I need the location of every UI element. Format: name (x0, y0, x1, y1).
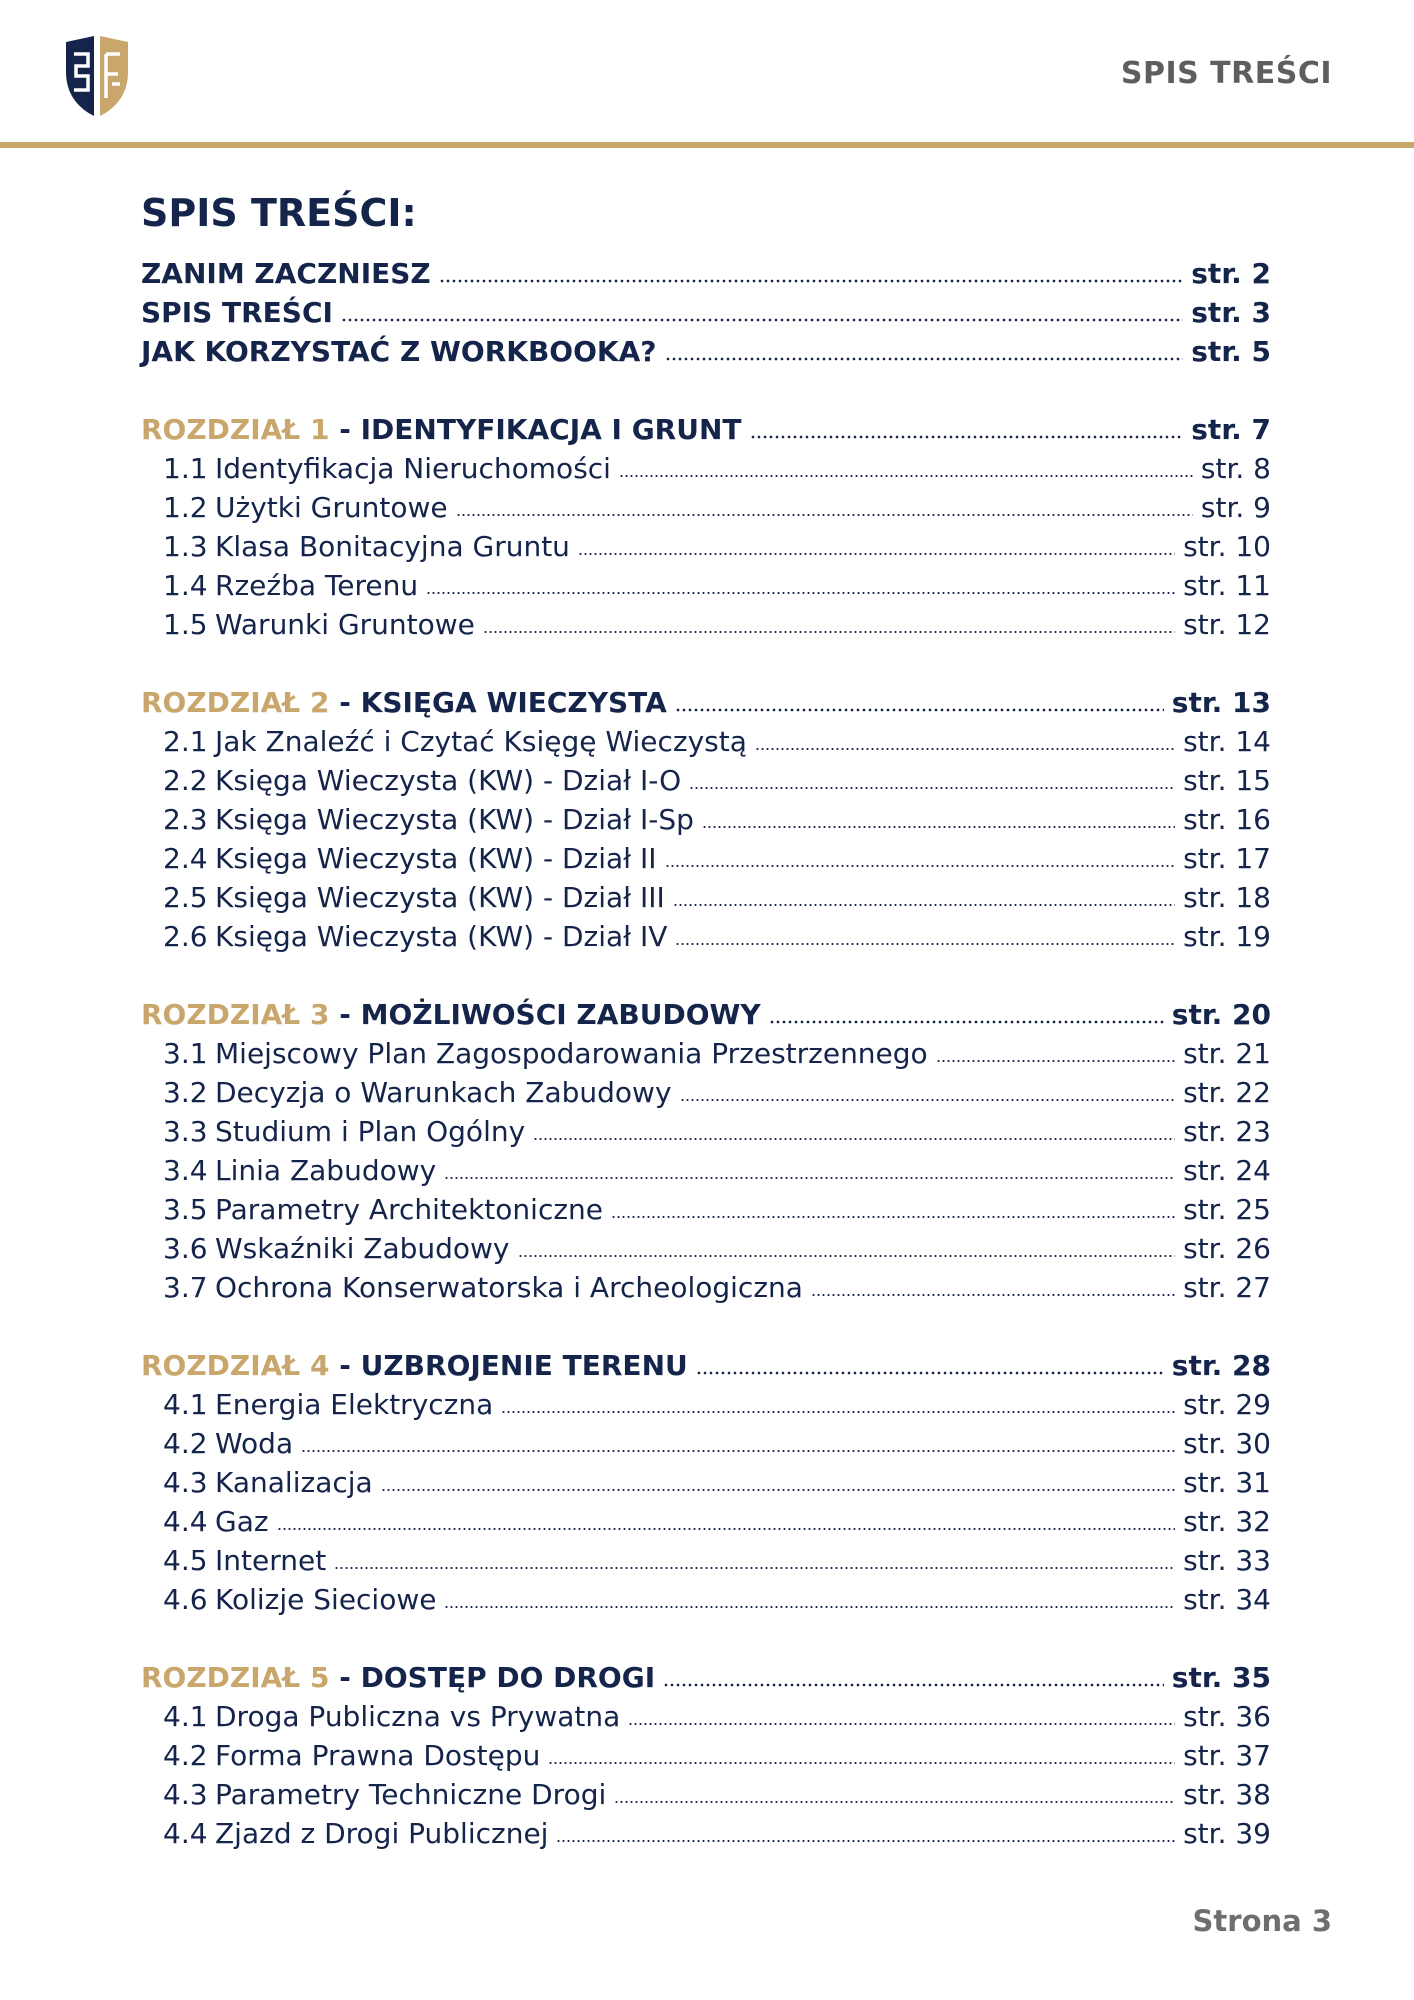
chapter-title: - IDENTYFIKACJA I GRUNT (329, 413, 742, 446)
subsection-number: 2.2 (163, 764, 208, 797)
subsection-heading (163, 1775, 606, 1814)
section-spacer (141, 371, 1271, 410)
subsection-label: Księga Wieczysta (KW) - Dział II (215, 842, 657, 875)
subsection-label: Decyzja o Warunkach Zabudowy (215, 1076, 672, 1109)
subsection-label: Księga Wieczysta (KW) - Dział III (215, 881, 665, 914)
subsection-heading (163, 1814, 548, 1853)
subsection-label: Warunki Gruntowe (215, 608, 475, 641)
subsection-heading (163, 1463, 373, 1502)
subsection-number: 3.2 (163, 1076, 208, 1109)
chapter-number: ROZDZIAŁ 5 (141, 1661, 330, 1694)
subsection-entry[interactable] (141, 449, 1271, 488)
subsection-entry[interactable] (141, 761, 1271, 800)
chapter-heading (141, 1658, 655, 1697)
subsection-heading (163, 1580, 436, 1619)
subsection-heading (163, 839, 657, 878)
chapter-page: str. 35 (1171, 1661, 1271, 1694)
subsection-label: Użytki Gruntowe (215, 491, 448, 524)
subsection-heading (163, 917, 667, 956)
subsection-heading (163, 878, 665, 917)
subsection-label: Kolizje Sieciowe (215, 1583, 437, 1616)
subsection-number: 4.1 (163, 1700, 208, 1733)
subsection-entry[interactable] (141, 1190, 1271, 1229)
subsection-label: Ochrona Konserwatorska i Archeologiczna (215, 1271, 803, 1304)
dot-leader (444, 1605, 1175, 1609)
toc-entry-label: JAK KORZYSTAĆ Z WORKBOOKA? (141, 335, 657, 368)
dot-leader (619, 474, 1193, 478)
dot-leader (444, 1176, 1175, 1180)
subsection-page: str. 22 (1183, 1076, 1271, 1109)
subsection-heading (163, 1268, 803, 1307)
dot-leader (426, 591, 1175, 595)
subsection-heading (163, 1190, 603, 1229)
chapter-heading (141, 410, 742, 449)
subsection-entry[interactable] (141, 1229, 1271, 1268)
subsection-page: str. 15 (1183, 764, 1271, 797)
subsection-entry[interactable] (141, 1385, 1271, 1424)
subsection-page: str. 23 (1183, 1115, 1271, 1148)
shield-logo-icon (62, 32, 132, 120)
subsection-page: str. 11 (1183, 569, 1271, 602)
toc-title: SPIS TREŚCI: (141, 191, 417, 235)
toc-entry-page: str. 5 (1191, 335, 1271, 368)
chapter-entry[interactable] (141, 410, 1271, 449)
subsection-heading (163, 1034, 928, 1073)
dot-leader (689, 786, 1175, 790)
subsection-entry[interactable] (141, 1112, 1271, 1151)
subsection-heading (163, 605, 475, 644)
page-header (0, 0, 1414, 146)
section-spacer (141, 1307, 1271, 1346)
toc-entry-page: str. 2 (1191, 257, 1271, 290)
subsection-label: Miejscowy Plan Zagospodarowania Przestrzennego (215, 1037, 928, 1070)
subsection-page: str. 9 (1200, 491, 1271, 524)
subsection-label: Internet (215, 1544, 327, 1577)
chapter-number: ROZDZIAŁ 4 (141, 1349, 330, 1382)
subsection-page: str. 34 (1183, 1583, 1271, 1616)
subsection-label: Forma Prawna Dostępu (215, 1739, 541, 1772)
dot-leader (675, 942, 1175, 946)
subsection-entry[interactable] (141, 1775, 1271, 1814)
subsection-entry[interactable] (141, 1463, 1271, 1502)
subsection-number: 4.3 (163, 1466, 208, 1499)
subsection-heading (163, 1541, 326, 1580)
section-spacer (141, 956, 1271, 995)
chapter-heading (141, 1346, 688, 1385)
dot-leader (614, 1800, 1175, 1804)
dot-leader (628, 1722, 1175, 1726)
subsection-heading (163, 722, 747, 761)
subsection-page: str. 21 (1183, 1037, 1271, 1070)
subsection-label: Parametry Architektoniczne (215, 1193, 604, 1226)
subsection-number: 2.1 (163, 725, 208, 758)
subsection-number: 3.5 (163, 1193, 208, 1226)
chapter-number: ROZDZIAŁ 3 (141, 998, 330, 1031)
subsection-entry[interactable] (141, 722, 1271, 761)
dot-leader (769, 1020, 1164, 1024)
subsection-number: 4.2 (163, 1427, 208, 1460)
dot-leader (381, 1488, 1175, 1492)
subsection-page: str. 33 (1183, 1544, 1271, 1577)
subsection-page: str. 29 (1183, 1388, 1271, 1421)
subsection-page: str. 32 (1183, 1505, 1271, 1538)
subsection-label: Woda (215, 1427, 294, 1460)
dot-leader (341, 318, 1183, 322)
chapter-page: str. 13 (1171, 686, 1271, 719)
subsection-label: Wskaźniki Zabudowy (215, 1232, 510, 1265)
subsection-heading (163, 1385, 493, 1424)
subsection-page: str. 31 (1183, 1466, 1271, 1499)
toc-entry[interactable] (141, 293, 1271, 332)
subsection-heading (163, 1229, 510, 1268)
dot-leader (556, 1839, 1175, 1843)
subsection-heading (163, 527, 570, 566)
subsection-number: 1.4 (163, 569, 208, 602)
subsection-entry[interactable] (141, 488, 1271, 527)
table-of-contents (141, 188, 1271, 1853)
subsection-number: 3.7 (163, 1271, 208, 1304)
section-spacer (141, 1619, 1271, 1658)
subsection-label: Parametry Techniczne Drogi (215, 1778, 607, 1811)
subsection-heading (163, 488, 448, 527)
subsection-page: str. 30 (1183, 1427, 1271, 1460)
dot-leader (755, 747, 1175, 751)
subsection-page: str. 24 (1183, 1154, 1271, 1187)
dot-leader (301, 1449, 1175, 1453)
subsection-label: Księga Wieczysta (KW) - Dział I-Sp (215, 803, 694, 836)
subsection-label: Studium i Plan Ogólny (215, 1115, 526, 1148)
dot-leader (334, 1566, 1175, 1570)
dot-leader (578, 552, 1175, 556)
subsection-entry[interactable] (141, 1814, 1271, 1853)
subsection-label: Identyfikacja Nieruchomości (215, 452, 611, 485)
subsection-heading (163, 1736, 540, 1775)
subsection-label: Energia Elektryczna (215, 1388, 494, 1421)
header-divider (0, 142, 1414, 148)
subsection-number: 2.5 (163, 881, 208, 914)
subsection-entry[interactable] (141, 527, 1271, 566)
subsection-number: 4.6 (163, 1583, 208, 1616)
subsection-entry[interactable] (141, 1151, 1271, 1190)
dot-leader (548, 1761, 1175, 1765)
subsection-entry[interactable] (141, 1541, 1271, 1580)
subsection-label: Księga Wieczysta (KW) - Dział IV (215, 920, 668, 953)
subsection-label: Droga Publiczna vs Prywatna (215, 1700, 621, 1733)
subsection-number: 4.4 (163, 1505, 208, 1538)
chapter-title: - UZBROJENIE TERENU (329, 1349, 688, 1382)
dot-leader (483, 630, 1175, 634)
subsection-number: 4.3 (163, 1778, 208, 1811)
subsection-number: 3.4 (163, 1154, 208, 1187)
chapter-page: str. 20 (1171, 998, 1271, 1031)
subsection-page: str. 19 (1183, 920, 1271, 953)
chapter-heading (141, 995, 761, 1034)
subsection-heading (163, 1424, 293, 1463)
dot-leader (702, 825, 1175, 829)
subsection-number: 4.4 (163, 1817, 208, 1850)
chapter-page: str. 7 (1191, 413, 1271, 446)
subsection-number: 4.2 (163, 1739, 208, 1772)
subsection-page: str. 14 (1183, 725, 1271, 758)
subsection-number: 3.3 (163, 1115, 208, 1148)
dot-leader (673, 903, 1175, 907)
subsection-page: str. 26 (1183, 1232, 1271, 1265)
subsection-entry[interactable] (141, 1424, 1271, 1463)
dot-leader (518, 1254, 1176, 1258)
page-number: Strona 3 (1192, 1904, 1332, 1938)
subsection-page: str. 18 (1183, 881, 1271, 914)
subsection-label: Klasa Bonitacyjna Gruntu (215, 530, 570, 563)
subsection-number: 1.3 (163, 530, 208, 563)
subsection-page: str. 17 (1183, 842, 1271, 875)
chapter-title: - KSIĘGA WIECZYSTA (329, 686, 667, 719)
subsection-entry[interactable] (141, 605, 1271, 644)
subsection-number: 1.1 (163, 452, 208, 485)
subsection-page: str. 8 (1200, 452, 1271, 485)
subsection-heading (163, 800, 694, 839)
chapter-entry[interactable] (141, 1658, 1271, 1697)
subsection-label: Linia Zabudowy (215, 1154, 437, 1187)
subsection-number: 2.6 (163, 920, 208, 953)
subsection-heading (163, 1151, 436, 1190)
chapter-entry[interactable] (141, 995, 1271, 1034)
subsection-number: 3.6 (163, 1232, 208, 1265)
chapter-number: ROZDZIAŁ 2 (141, 686, 330, 719)
subsection-heading (163, 761, 681, 800)
toc-entry-page: str. 3 (1191, 296, 1271, 329)
subsection-number: 2.4 (163, 842, 208, 875)
toc-entry[interactable] (141, 332, 1271, 371)
subsection-page: str. 27 (1183, 1271, 1271, 1304)
subsection-heading (163, 1697, 620, 1736)
chapter-page: str. 28 (1171, 1349, 1271, 1382)
subsection-page: str. 10 (1183, 530, 1271, 563)
subsection-entry[interactable] (141, 566, 1271, 605)
dot-leader (936, 1059, 1175, 1063)
dot-leader (439, 279, 1184, 283)
dot-leader (811, 1293, 1175, 1297)
subsection-page: str. 38 (1183, 1778, 1271, 1811)
subsection-page: str. 12 (1183, 608, 1271, 641)
subsection-entry[interactable] (141, 917, 1271, 956)
subsection-heading (163, 566, 418, 605)
subsection-entry[interactable] (141, 1268, 1271, 1307)
dot-leader (456, 513, 1193, 517)
section-spacer (141, 644, 1271, 683)
subsection-entry[interactable] (141, 839, 1271, 878)
subsection-number: 4.5 (163, 1544, 208, 1577)
subsection-number: 3.1 (163, 1037, 208, 1070)
dot-leader (663, 1683, 1164, 1687)
subsection-entry[interactable] (141, 1736, 1271, 1775)
subsection-page: str. 37 (1183, 1739, 1271, 1772)
subsection-heading (163, 1073, 672, 1112)
subsection-page: str. 25 (1183, 1193, 1271, 1226)
chapter-entry[interactable] (141, 1346, 1271, 1385)
chapter-entry[interactable] (141, 683, 1271, 722)
chapter-title: - MOŻLIWOŚCI ZABUDOWY (329, 998, 761, 1031)
subsection-entry[interactable] (141, 1580, 1271, 1619)
subsection-page: str. 39 (1183, 1817, 1271, 1850)
dot-leader (750, 435, 1184, 439)
subsection-heading (163, 449, 611, 488)
dot-leader (611, 1215, 1175, 1219)
dot-leader (277, 1527, 1176, 1531)
dot-leader (665, 864, 1176, 868)
subsection-heading (163, 1112, 525, 1151)
dot-leader (665, 357, 1184, 361)
toc-entry[interactable] (141, 254, 1271, 293)
subsection-entry[interactable] (141, 1502, 1271, 1541)
subsection-entry[interactable] (141, 1034, 1271, 1073)
dot-leader (675, 708, 1164, 712)
toc-list (141, 254, 1271, 1853)
chapter-number: ROZDZIAŁ 1 (141, 413, 330, 446)
chapter-heading (141, 683, 667, 722)
subsection-number: 4.1 (163, 1388, 208, 1421)
chapter-title: - DOSTĘP DO DROGI (329, 1661, 656, 1694)
subsection-entry[interactable] (141, 1073, 1271, 1112)
subsection-label: Jak Znaleźć i Czytać Księgę Wieczystą (215, 725, 747, 758)
dot-leader (696, 1371, 1164, 1375)
subsection-number: 1.2 (163, 491, 208, 524)
subsection-number: 1.5 (163, 608, 208, 641)
toc-entry-label: ZANIM ZACZNIESZ (141, 257, 431, 290)
header-title: SPIS TREŚCI (1120, 56, 1332, 91)
toc-entry-label: SPIS TREŚCI (141, 296, 333, 329)
subsection-page: str. 36 (1183, 1700, 1271, 1733)
dot-leader (501, 1410, 1175, 1414)
subsection-label: Zjazd z Drogi Publicznej (215, 1817, 549, 1850)
subsection-entry[interactable] (141, 878, 1271, 917)
subsection-label: Gaz (215, 1505, 269, 1538)
dot-leader (533, 1137, 1175, 1141)
subsection-page: str. 16 (1183, 803, 1271, 836)
subsection-label: Rzeźba Terenu (215, 569, 419, 602)
subsection-label: Kanalizacja (215, 1466, 373, 1499)
dot-leader (680, 1098, 1176, 1102)
subsection-entry[interactable] (141, 800, 1271, 839)
subsection-number: 2.3 (163, 803, 208, 836)
subsection-label: Księga Wieczysta (KW) - Dział I-O (215, 764, 682, 797)
subsection-entry[interactable] (141, 1697, 1271, 1736)
subsection-heading (163, 1502, 269, 1541)
